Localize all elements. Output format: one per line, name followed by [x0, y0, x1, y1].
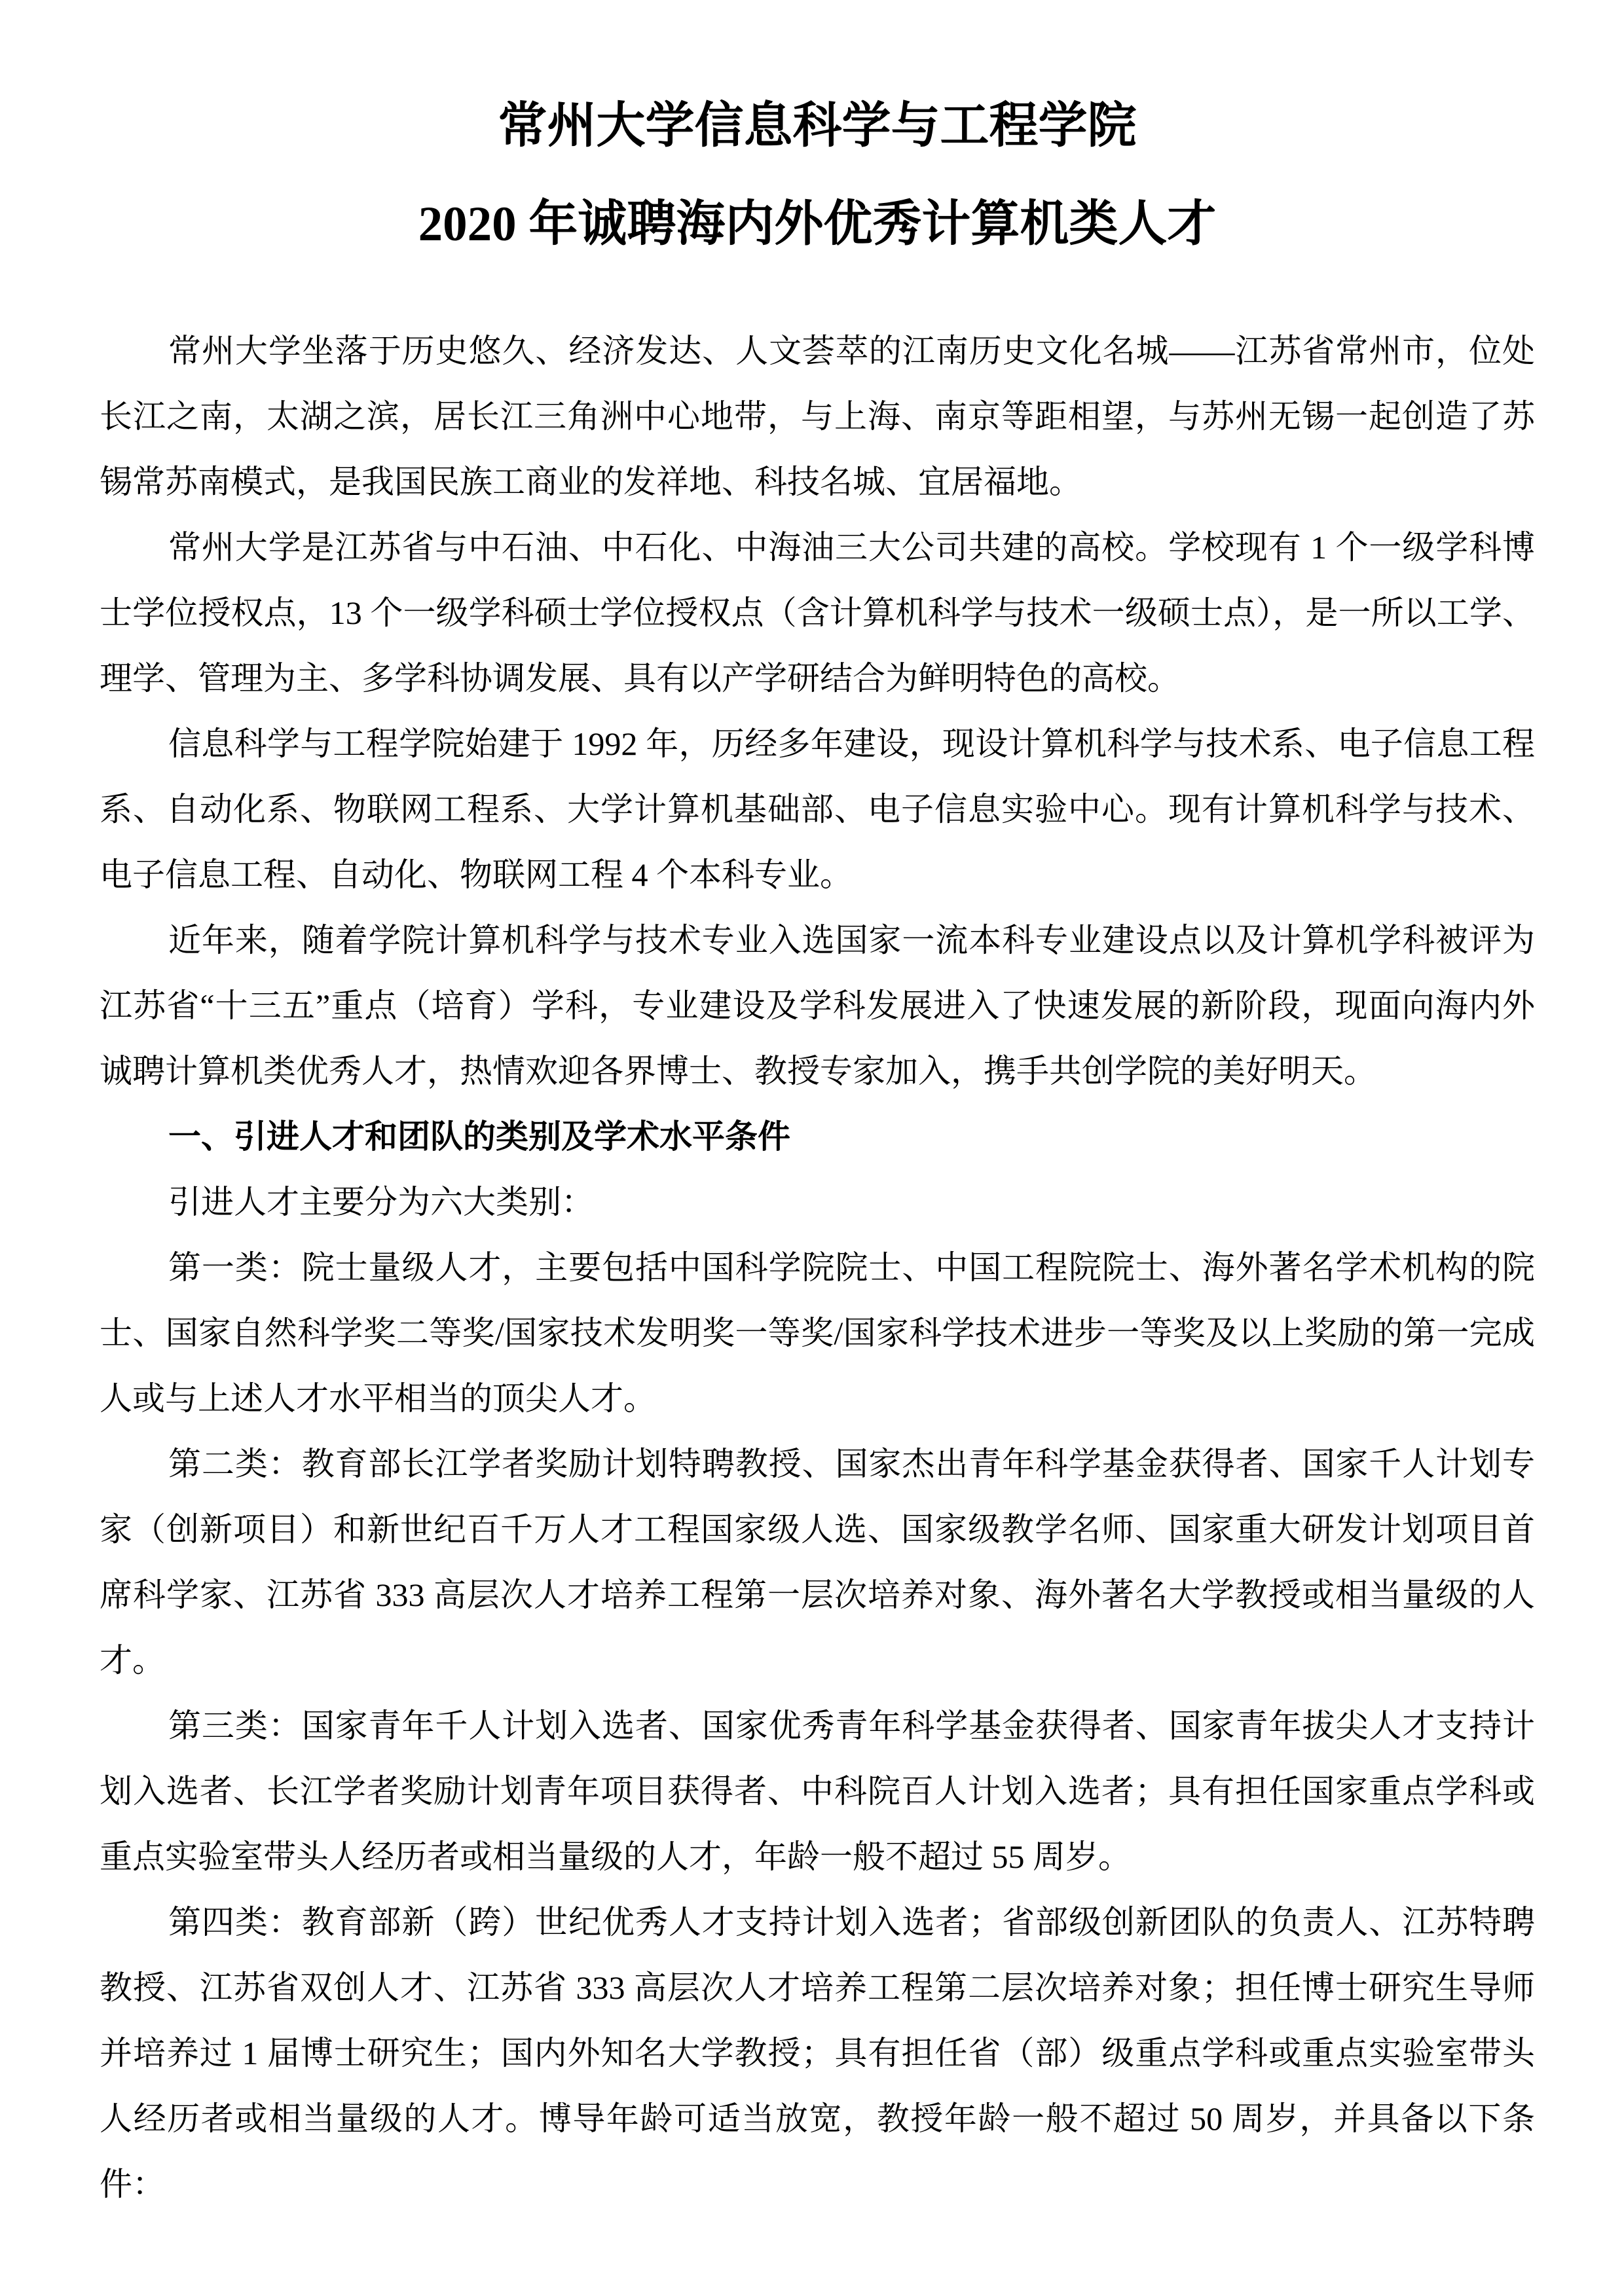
category-paragraph-1: 第一类：院士量级人才，主要包括中国科学院院士、中国工程院院士、海外著名学术机构的院士、国家自然科学奖二等奖/国家技术发明奖一等奖/国家科学技术进步一等奖及以上奖励的第一完成人或与上述人才水平相当的顶尖人才。: [100, 1249, 1535, 1417]
category-paragraph-2: 第二类：教育部长江学者奖励计划特聘教授、国家杰出青年科学基金获得者、国家千人计划专家（创新项目）和新世纪百千万人才工程国家级人选、国家级教学名师、国家重大研发计划项目首席科学家、江苏省 333 高层次人才培养工程第一层次培养对象、海外著名大学教授或相当量级的人才。: [100, 1446, 1535, 1679]
intro-paragraph-2: 常州大学是江苏省与中石油、中石化、中海油三大公司共建的高校。学校现有 1 个一级学科博士学位授权点，13 个一级学科硕士学位授权点（含计算机科学与技术一级硕士点），是一所以工学、理学、管理为主、多学科协调发展、具有以产学研结合为鲜明特色的高校。: [100, 529, 1535, 697]
intro-paragraph-3: 信息科学与工程学院始建于 1992 年，历经多年建设，现设计算机科学与技术系、电子信息工程系、自动化系、物联网工程系、大学计算机基础部、电子信息实验中心。现有计算机科学与技术、电子信息工程、自动化、物联网工程 4 个本科专业。: [100, 725, 1535, 893]
section-heading: 一、引进人才和团队的类别及学术水平条件: [168, 1118, 790, 1155]
document-body: [100, 318, 1535, 2217]
title-line-1: 常州大学信息科学与工程学院: [498, 99, 1137, 153]
title-line-2: 2020 年诚聘海内外优秀计算机类人才: [418, 197, 1217, 251]
category-paragraph-3: 第三类：国家青年千人计划入选者、国家优秀青年科学基金获得者、国家青年拔尖人才支持计划入选者、长江学者奖励计划青年项目获得者、中科院百人计划入选者；具有担任国家重点学科或重点实验室带头人经历者或相当量级的人才，年龄一般不超过 55 周岁。: [100, 1707, 1535, 1875]
category-paragraph-4: 第四类：教育部新（跨）世纪优秀人才支持计划入选者；省部级创新团队的负责人、江苏特聘教授、江苏省双创人才、江苏省 333 高层次人才培养工程第二层次培养对象；担任博士研究生导师并培养过 1 届博士研究生；国内外知名大学教授；具有担任省（部）级重点学科或重点实验室带头人经历者或相当量级的人才。博导年龄可适当放宽，教授年龄一般不超过 50 周岁，并具备以下条件：: [100, 1904, 1535, 2202]
section-lead: 引进人才主要分为六大类别：: [168, 1184, 594, 1220]
intro-paragraph-1: 常州大学坐落于历史悠久、经济发达、人文荟萃的江南历史文化名城——江苏省常州市，位处长江之南，太湖之滨，居长江三角洲中心地带，与上海、南京等距相望，与苏州无锡一起创造了苏锡常苏南模式，是我国民族工商业的发祥地、科技名城、宜居福地。: [100, 333, 1535, 500]
intro-paragraph-4: 近年来，随着学院计算机科学与技术专业入选国家一流本科专业建设点以及计算机学科被评为江苏省“十三五”重点（培育）学科，专业建设及学科发展进入了快速发展的新阶段，现面向海内外诚聘计算机类优秀人才，热情欢迎各界博士、教授专家加入，携手共创学院的美好明天。: [100, 922, 1535, 1089]
document-title: [100, 77, 1535, 274]
